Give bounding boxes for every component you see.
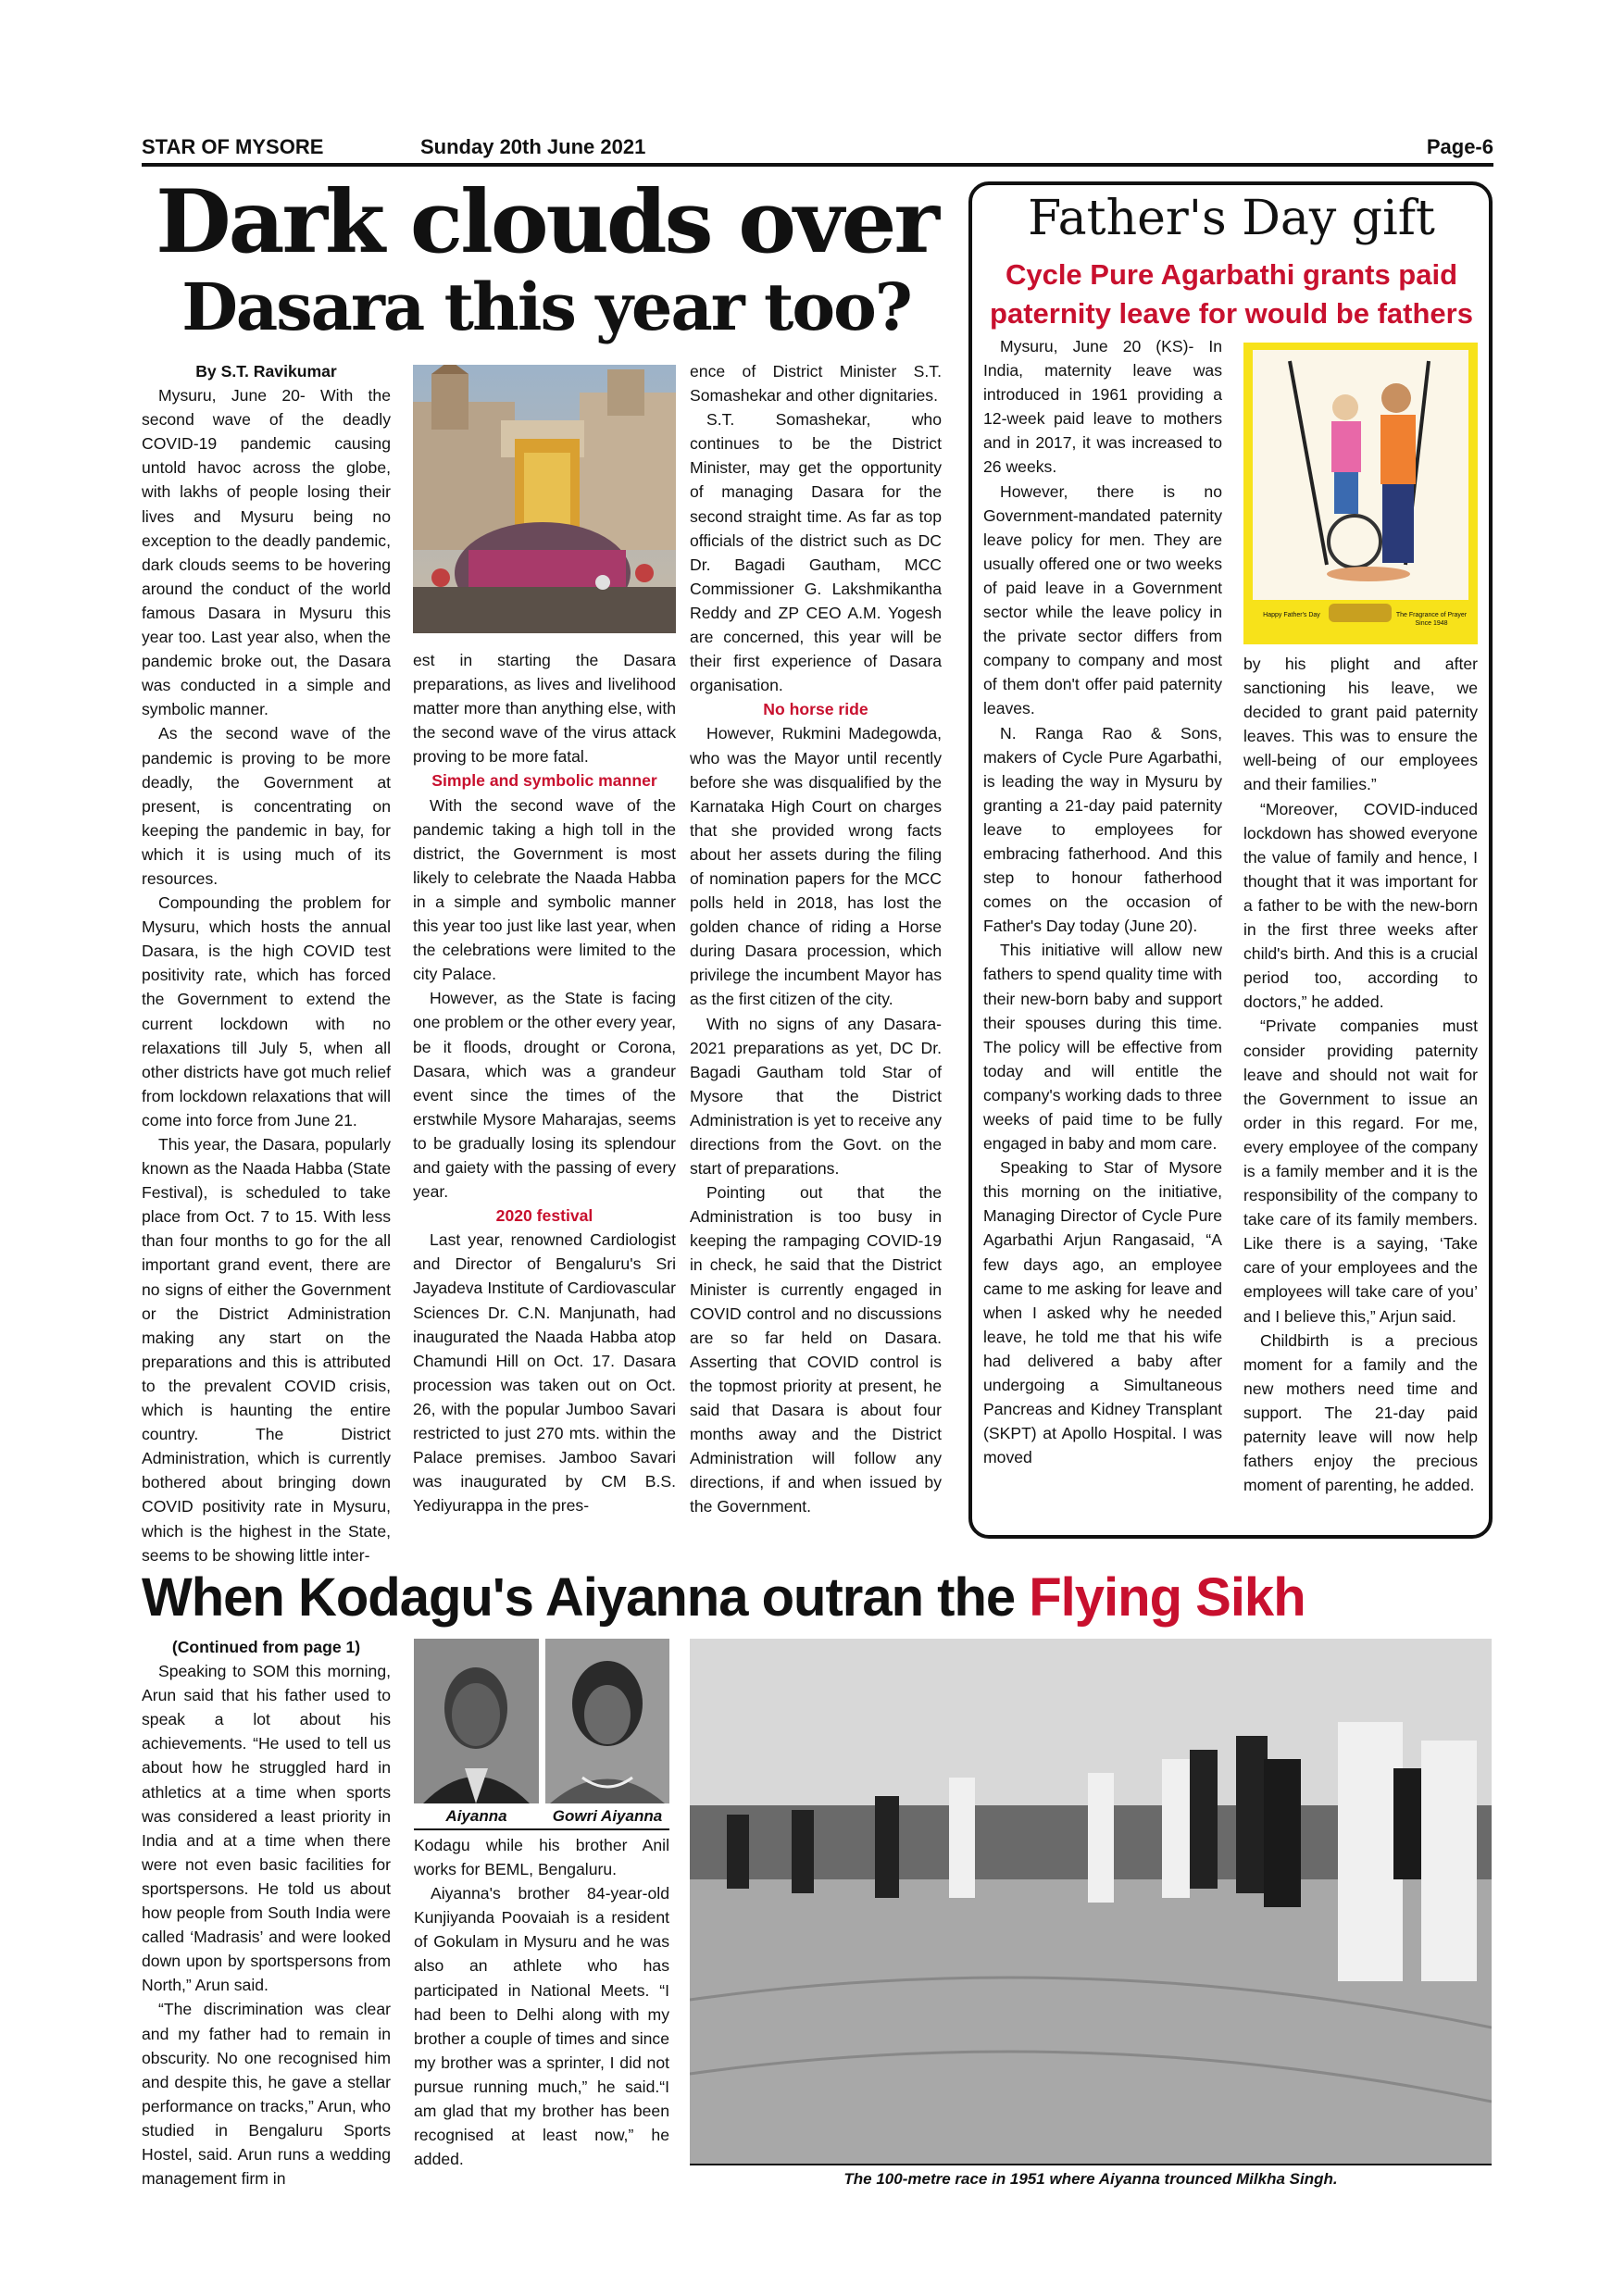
paragraph: ence of District Minister S.T. Somashekar and other dignitaries. xyxy=(690,362,942,406)
paper-name: STAR OF MYSORE xyxy=(142,135,324,158)
paragraph: This initiative will allow new fathers to spend quality time with their new-born baby and support their spouses during this time. The policy will be effective from today and will entitle the company's working dads to three weeks of paid time to be fully engaged in baby and mom care. xyxy=(983,941,1222,1154)
paragraph: However, there is no Government-mandated paternity leave policy for men. They are usually offered one or two weeks of paid leave in a Government sector while the leave policy in the private sector differs from company to company and most of them don't offer paid paternity leaves. xyxy=(983,481,1222,718)
paragraph: Aiyanna's brother 84-year-old Kunjiyanda Poovaiah is a resident of Gokulam in Mysuru and he was also an athlete who has participated in National Meets. “I had been to Delhi along with my brother a couple of times and since my brother was a sprinter, I did not pursue running much,” he said.“I am glad that my brother has been recognised at least now,” he added. xyxy=(414,1884,669,2169)
header-rule xyxy=(142,163,1493,167)
masthead-bar xyxy=(142,130,1493,163)
paragraph: “The discrimination was clear and my father had to remain in obscurity. No one recognised him and despite this, he gave a stellar performance on tracks,” Arun, who studied in Bengaluru Sports Hostel, said. Arun runs a wedding management firm in xyxy=(142,2000,391,2189)
paragraph: N. Ranga Rao & Sons, makers of Cycle Pure Agarbathi, is leading the way in Mysuru by granting a 21-day paid paternity leave to employees for embracing fatherhood. And this step to honour fatherhood comes on the occasion of Father's Day today (June 20). xyxy=(983,723,1222,936)
kodagu-column-2 xyxy=(414,1833,669,2171)
father-child-cycle-illustration xyxy=(1243,343,1478,644)
gowri-caption: Gowri Aiyanna xyxy=(552,1807,663,1825)
gowri-photo-image xyxy=(545,1639,669,1803)
fathers-column-2 xyxy=(1243,652,1478,1497)
aiyanna-portrait xyxy=(414,1639,539,1803)
continued-note: (Continued from page 1) xyxy=(171,1638,361,1656)
fathers-column-1 xyxy=(983,334,1222,1469)
paragraph: Compounding the problem for Mysuru, which hosts the annual Dasara, is the high COVID test positivity rate, which has forced the Government to extend the current lockdown with no relaxations till July 5, when all other districts have got much relief from lockdown relaxations that will come into force from June 21. xyxy=(142,893,391,1129)
ad-tagline-right: The Fragrance of Prayer Since 1948 xyxy=(1395,612,1468,627)
page-number: Page-6 xyxy=(1426,135,1493,158)
subheading-2020-festival: 2020 festival xyxy=(495,1206,593,1226)
paragraph: This year, the Dasara, popularly known as the Naada Habba (State Festival), is scheduled to take place from Oct. 7 to 15. With less than four months to go for the all important grand event, there are no signs of either the Government or the District Administration making any start on the preparations and this is attributed to the prevalent COVID crisis, which is haunting the entire country. The District Administration, which is currently bothered about bringing down COVID positivity rate in Mysuru, which is the highest in the State, seems to be showing little inter- xyxy=(142,1135,391,1565)
paragraph: “Moreover, COVID-induced lockdown has showed everyone the value of family and hence, I thought that it was important for a father to be with the new-born in the first three weeks after child's birth. And this is a crucial period too, according to doctors,” he added. xyxy=(1243,799,1478,1012)
paragraph: Pointing out that the Administration is too busy in keeping the rampaging COVID-19 in check, he said that the District Minister is currently engaged in COVID control and no discussions are so far held on Dasara. Asserting that COVID control is the topmost priority at present, he said that Dasara is about four months away and the District Administration will follow any directions, if and when issued by the Government. xyxy=(690,1183,942,1516)
kodagu-headline-red: Flying Sikh xyxy=(1029,1567,1305,1628)
paragraph: Speaking to SOM this morning, Arun said that his father used to speak a lot about his achievements. “He used to tell us about how he struggled hard in athletics at a time when sports was considered a least priority in India and at a time when there were not even basic facilities for sportspersons. He told us about how people from South India were called ‘Madrasis’ and were looked down upon by sportspersons from North,” Arun said. xyxy=(142,1662,391,1995)
dasara-column-1 xyxy=(142,359,391,1567)
kodagu-headline xyxy=(142,1565,1493,1631)
cycle-agarbathi-ad xyxy=(1243,343,1478,644)
paragraph: S.T. Somashekar, who continues to be the District Minister, may get the opportunity of managing Dasara for the second straight time. As far as top officials of the district such as DC Dr. Bagadi Gautham, MCC Commissioner G. Lakshmikantha Reddy and ZP CEO A.M. Yogesh are concerned, this year will be their first experience of Dasara organisation. xyxy=(690,410,942,695)
race-photo-image xyxy=(690,1639,1492,2164)
caption-rule xyxy=(414,1828,669,1830)
paragraph: Mysuru, June 20- With the second wave of the deadly COVID-19 pandemic causing untold havoc across the globe, with lakhs of people losing their lives and Mysuru being no exception to the deadly pandemic, dark clouds seems to be hovering around the conduct of the world famous Dasara in Mysuru this year too. Last year also, when the pandemic broke out, the Dasara was conducted in a simple and symbolic manner. xyxy=(142,386,391,719)
paragraph: Kodagu while his brother Anil works for BEML, Bengaluru. xyxy=(414,1836,669,1879)
subheading-simple-symbolic: Simple and symbolic manner xyxy=(431,771,657,791)
fathers-day-subtitle: Cycle Pure Agarbathi grants paid paternity leave for would be fathers xyxy=(990,258,1473,330)
paragraph: “Private companies must consider providing paternity leave and should not wait for the Government to issue an order in this regard. For me, every employee of the company is a family member and it is the responsibility of the company to take care of its family members. Like there is a saying, ‘Take care of your employees and the employees will take care of you’ and I believe this,” Arjun said. xyxy=(1243,1017,1478,1326)
paragraph: Mysuru, June 20 (KS)- In India, maternity leave was introduced in 1961 providing a 12-week paid leave to mothers and in 2017, it was increased to 26 weeks. xyxy=(983,337,1222,477)
dasara-column-3 xyxy=(690,359,942,1519)
dasara-headline-line1: Dark clouds over xyxy=(156,171,937,273)
ad-tagline-left: Happy Father's Day xyxy=(1263,612,1320,618)
race-caption-rule xyxy=(690,2164,1492,2165)
paragraph: Childbirth is a precious moment for a family and the new mothers need time and support. The 21-day paid paternity leave will now help fathers enjoy the precious moment of parenting, he added. xyxy=(1243,1330,1478,1495)
paragraph: est in starting the Dasara preparations, as lives and livelihood matter more than anything else, with the second wave of the virus attack proving to be more fatal. xyxy=(413,651,676,767)
paragraph: With no signs of any Dasara-2021 preparations as yet, DC Dr. Bagadi Gautham told Star of Mysore that the District Administration is yet to receive any directions from the Govt. on the start of preparations. xyxy=(690,1014,942,1179)
subheading-no-horse-ride: No horse ride xyxy=(763,700,868,719)
paragraph: Last year, renowned Cardiologist and Director of Bengaluru's Sri Jayadeva Institute of Cardiovascular Sciences Dr. C.N. Manjunath, had inaugurated the Naada Habba atop Chamundi Hill on Oct. 17. Dasara procession was taken out on Oct. 26, with the popular Jumboo Savari restricted to just 270 mts. within the Palace premises. Jamboo Savari was inaugurated by CM B.S. Yediyurappa in the pres- xyxy=(413,1230,676,1516)
palace-elephant-image xyxy=(413,365,676,633)
byline: By S.T. Ravikumar xyxy=(195,362,337,381)
paragraph: With the second wave of the pandemic taking a high toll in the district, the Government is most likely to celebrate the Naada Habba in a simple and symbolic manner this year too just like last year, when the celebrations were limited to the city Palace. xyxy=(413,795,676,984)
aiyanna-photo-image xyxy=(414,1639,539,1803)
kodagu-headline-black: When Kodagu's Aiyanna outran the xyxy=(142,1567,1030,1628)
dasara-column-2 xyxy=(413,648,676,1517)
issue-date: Sunday 20th June 2021 xyxy=(420,135,646,158)
race-photo-1951 xyxy=(690,1639,1492,2164)
paragraph: However, as the State is facing one problem or the other every year, be it floods, drought or Corona, Dasara, which was a grandeur event since the times of the erstwhile Mysore Maharajas, seems to be gradually losing its splendour and gaiety with the passing of every year. xyxy=(413,989,676,1202)
kodagu-column-1 xyxy=(142,1635,391,2190)
race-caption: The 100-metre race in 1951 where Aiyanna trounced Milkha Singh. xyxy=(843,2170,1338,2188)
dasara-procession-photo xyxy=(413,365,676,633)
gowri-aiyanna-portrait xyxy=(545,1639,669,1803)
fathers-day-title: Father's Day gift xyxy=(1028,191,1435,246)
paragraph: As the second wave of the pandemic is proving to be more deadly, the Government at present, is concentrating on keeping the pandemic in bay, for which it is using much of its resources. xyxy=(142,724,391,888)
dasara-headline-line2: Dasara this year too? xyxy=(181,268,911,345)
paragraph: However, Rukmini Madegowda, who was the Mayor until recently before she was disqualified by the Karnataka High Court on charges that she provided wrong facts about her assets during the filing of nomination papers for the MCC polls held in 2018, has lost the golden chance of riding a Horse during Dasara procession, which privilege the incumbent Mayor has as the first citizen of the city. xyxy=(690,724,942,1009)
paragraph: Speaking to Star of Mysore this morning on the initiative, Managing Director of Cycle Pure Agarbathi Arjun Rangasaid, “A few days ago, an employee came to me asking for leave and when I asked why he needed leave, he told me that his wife had delivered a baby after undergoing a Simultaneous Pancreas and Kidney Transplant (SKPT) at Apollo Hospital. I was moved xyxy=(983,1158,1222,1467)
aiyanna-caption: Aiyanna xyxy=(445,1807,507,1825)
paragraph: by his plight and after sanctioning his leave, we decided to grant paid paternity leaves. This was to ensure the well-being of our employees and their families.” xyxy=(1243,655,1478,794)
